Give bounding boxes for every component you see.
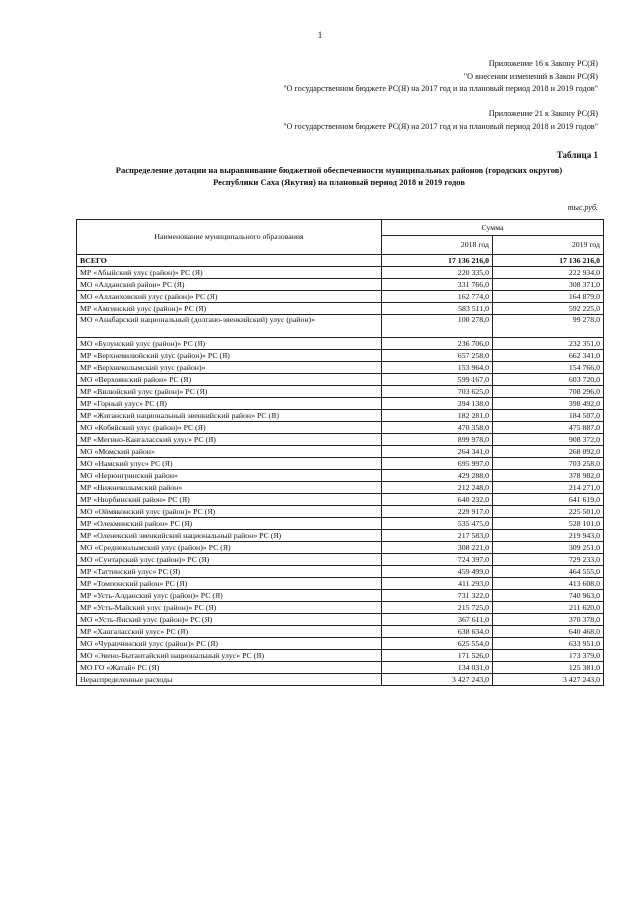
header-sum: Сумма bbox=[382, 220, 604, 236]
appendix-16-line3: "О государственном бюджете РС(Я) на 2017 год и на плановый период 2018 и 2019 годов" bbox=[283, 84, 598, 93]
municipality-name: МР «Горный улус» РС (Я) bbox=[77, 398, 382, 410]
amount-2019: 662 341,0 bbox=[492, 350, 603, 362]
appendix-21-line1: Приложение 21 к Закону РС(Я) bbox=[488, 109, 598, 118]
municipality-name: МР «Амгинский улус (район)» РС (Я) bbox=[77, 303, 382, 315]
table-row bbox=[77, 434, 604, 446]
amount-2019: 592 225,0 bbox=[492, 303, 603, 315]
amount-2019: 164 879,0 bbox=[492, 291, 603, 303]
amount-2019: 528 101,0 bbox=[492, 518, 603, 530]
header-year-2019: 2019 год bbox=[492, 236, 603, 255]
amount-2018: 583 511,0 bbox=[382, 303, 493, 315]
amount-2018: 153 964,0 bbox=[382, 362, 493, 374]
amount-2019: 703 258,0 bbox=[492, 458, 603, 470]
appendix-21-header bbox=[283, 108, 598, 133]
amount-2018: 411 293,0 bbox=[382, 578, 493, 590]
total-label: ВСЕГО bbox=[77, 255, 382, 267]
appendix-16-line1: Приложение 16 к Закону РС(Я) bbox=[488, 59, 598, 68]
table-label: Таблица 1 bbox=[556, 150, 598, 160]
total-row bbox=[77, 255, 604, 267]
amount-2019: 214 271,0 bbox=[492, 482, 603, 494]
municipality-name: МО «Нерюнгринский район» bbox=[77, 470, 382, 482]
municipality-name: МР «Оленекский эвенкийский национальный район» РС (Я) bbox=[77, 530, 382, 542]
appendix-16-header bbox=[283, 58, 598, 96]
table-row bbox=[77, 494, 604, 506]
document-title bbox=[70, 164, 608, 188]
municipality-name: МР «Нижнеколымский район» bbox=[77, 482, 382, 494]
amount-2019: 222 934,0 bbox=[492, 267, 603, 279]
table-row bbox=[77, 458, 604, 470]
amount-2019: 232 351,0 bbox=[492, 338, 603, 350]
amount-2019: 640 468,0 bbox=[492, 626, 603, 638]
amount-2018: 638 634,0 bbox=[382, 626, 493, 638]
amount-2018: 394 138,0 bbox=[382, 398, 493, 410]
amount-2019: 154 766,0 bbox=[492, 362, 603, 374]
amount-2019: 464 555,0 bbox=[492, 566, 603, 578]
table-row bbox=[77, 362, 604, 374]
municipality-name: МО «Верхоянский район» РС (Я) bbox=[77, 374, 382, 386]
municipality-name: МО «Момский район» bbox=[77, 446, 382, 458]
amount-2018: 657 258,0 bbox=[382, 350, 493, 362]
table-row bbox=[77, 267, 604, 279]
amount-2018: 182 281,0 bbox=[382, 410, 493, 422]
municipality-name: МО «Алданский район» РС (Я) bbox=[77, 279, 382, 291]
amount-2018: 229 917,0 bbox=[382, 506, 493, 518]
amount-2018: 695 997,0 bbox=[382, 458, 493, 470]
municipality-name: МР «Жиганский национальный эвенкийский район» РС (Я) bbox=[77, 410, 382, 422]
amount-2018: 220 335,0 bbox=[382, 267, 493, 279]
table-row bbox=[77, 650, 604, 662]
total-2018: 17 136 216,0 bbox=[382, 255, 493, 267]
table-row bbox=[77, 626, 604, 638]
table-row bbox=[77, 674, 604, 686]
header-year-2018: 2018 год bbox=[382, 236, 493, 255]
table-row bbox=[77, 506, 604, 518]
municipality-name: МО «Намский улус» РС (Я) bbox=[77, 458, 382, 470]
municipality-name: МО «Аллаиховский улус (район)» РС (Я) bbox=[77, 291, 382, 303]
municipality-name: МО «Анабарский национальный (долгано-эвенкийский) улус (район)» bbox=[77, 315, 382, 338]
amount-2018: 162 774,0 bbox=[382, 291, 493, 303]
amount-2019: 268 092,0 bbox=[492, 446, 603, 458]
subsidy-table bbox=[76, 219, 604, 686]
municipality-name: МР «Хангаласский улус» РС (Я) bbox=[77, 626, 382, 638]
amount-2018: 331 766,0 bbox=[382, 279, 493, 291]
amount-2018: 599 167,0 bbox=[382, 374, 493, 386]
municipality-name: МР «Нюрбинский район» РС (Я) bbox=[77, 494, 382, 506]
amount-2018: 134 031,0 bbox=[382, 662, 493, 674]
amount-2018: 625 554,0 bbox=[382, 638, 493, 650]
table-row bbox=[77, 590, 604, 602]
municipality-name: МР «Мегино-Кангаласский улус» РС (Я) bbox=[77, 434, 382, 446]
table-row bbox=[77, 315, 604, 338]
municipality-name: МР «Вилюйский улус (район)» РС (Я) bbox=[77, 386, 382, 398]
municipality-name: МО «Оймяконский улус (район)» РС (Я) bbox=[77, 506, 382, 518]
amount-2018: 171 526,0 bbox=[382, 650, 493, 662]
amount-2019: 398 492,0 bbox=[492, 398, 603, 410]
municipality-name: МО «Кобяйский улус (район)» РС (Я) bbox=[77, 422, 382, 434]
title-line2: Республики Саха (Якутия) на плановый период 2018 и 2019 годов bbox=[213, 177, 465, 187]
table-row bbox=[77, 638, 604, 650]
amount-2018: 308 221,0 bbox=[382, 542, 493, 554]
amount-2018: 429 288,0 bbox=[382, 470, 493, 482]
amount-2019: 641 619,0 bbox=[492, 494, 603, 506]
amount-2019: 370 378,0 bbox=[492, 614, 603, 626]
amount-2019: 740 963,0 bbox=[492, 590, 603, 602]
amount-2018: 3 427 243,0 bbox=[382, 674, 493, 686]
table-row bbox=[77, 554, 604, 566]
amount-2019: 184 507,0 bbox=[492, 410, 603, 422]
amount-2019: 211 620,0 bbox=[492, 602, 603, 614]
municipality-name: МР «Олекминский район» РС (Я) bbox=[77, 518, 382, 530]
table-row bbox=[77, 662, 604, 674]
amount-2019: 908 372,0 bbox=[492, 434, 603, 446]
table-row bbox=[77, 530, 604, 542]
table-row bbox=[77, 602, 604, 614]
amount-2019: 225 501,0 bbox=[492, 506, 603, 518]
amount-2019: 378 982,0 bbox=[492, 470, 603, 482]
amount-2019: 603 720,0 bbox=[492, 374, 603, 386]
municipality-name: МР «Усть-Алданский улус (район)» РС (Я) bbox=[77, 590, 382, 602]
amount-2018: 100 278,0 bbox=[382, 315, 493, 338]
total-2019: 17 136 216,0 bbox=[492, 255, 603, 267]
table-row bbox=[77, 578, 604, 590]
amount-2019: 173 379,0 bbox=[492, 650, 603, 662]
amount-2019: 309 251,0 bbox=[492, 542, 603, 554]
municipality-name: МО «Сунтарский улус (район)» РС (Я) bbox=[77, 554, 382, 566]
appendix-16-line2: "О внесении изменений в Закон РС(Я) bbox=[463, 71, 598, 81]
table-row bbox=[77, 542, 604, 554]
table-row bbox=[77, 422, 604, 434]
title-line1: Распределение дотации на выравнивание бюджетной обеспеченности муниципальных районов (городских округов) bbox=[115, 165, 563, 175]
municipality-name: МР «Томпонский район» РС (Я) bbox=[77, 578, 382, 590]
municipality-name: МР «Верхневилюйский улус (район)» РС (Я) bbox=[77, 350, 382, 362]
municipality-name: МО «Среднеколымский улус (район)» РС (Я) bbox=[77, 542, 382, 554]
table-row bbox=[77, 374, 604, 386]
amount-2018: 731 322,0 bbox=[382, 590, 493, 602]
table-row bbox=[77, 398, 604, 410]
table-row bbox=[77, 446, 604, 458]
municipality-name: МО «Эвено-Бытантайский национальный улус» РС (Я) bbox=[77, 650, 382, 662]
amount-2019: 219 943,0 bbox=[492, 530, 603, 542]
page-number: 1 bbox=[317, 30, 323, 40]
amount-2018: 264 341,0 bbox=[382, 446, 493, 458]
municipality-name: МО «Булунский улус (район)» РС (Я) bbox=[77, 338, 382, 350]
table-row bbox=[77, 410, 604, 422]
appendix-21-line2: "О государственном бюджете РС(Я) на 2017 год и на плановый период 2018 и 2019 годов" bbox=[283, 121, 598, 131]
table-row bbox=[77, 291, 604, 303]
amount-2018: 899 978,0 bbox=[382, 434, 493, 446]
amount-2019: 308 371,0 bbox=[492, 279, 603, 291]
municipality-name: МО «Чурапчинский улус (район)» РС (Я) bbox=[77, 638, 382, 650]
amount-2019: 708 296,0 bbox=[492, 386, 603, 398]
amount-2018: 640 232,0 bbox=[382, 494, 493, 506]
amount-2018: 217 583,0 bbox=[382, 530, 493, 542]
amount-2018: 212 248,0 bbox=[382, 482, 493, 494]
amount-2019: 413 608,0 bbox=[492, 578, 603, 590]
municipality-name: МР «Усть-Майский улус (район)» РС (Я) bbox=[77, 602, 382, 614]
amount-2019: 3 427 243,0 bbox=[492, 674, 603, 686]
municipality-name: Нераспределенные расходы bbox=[77, 674, 382, 686]
table-row bbox=[77, 614, 604, 626]
municipality-name: МО ГО «Жатай» РС (Я) bbox=[77, 662, 382, 674]
amount-2019: 125 381,0 bbox=[492, 662, 603, 674]
amount-2018: 703 625,0 bbox=[382, 386, 493, 398]
amount-2018: 724 397,0 bbox=[382, 554, 493, 566]
amount-2018: 470 358,0 bbox=[382, 422, 493, 434]
table-row bbox=[77, 566, 604, 578]
amount-2018: 236 706,0 bbox=[382, 338, 493, 350]
header-name: Наименование муниципального образования bbox=[77, 220, 382, 255]
amount-2019: 729 233,0 bbox=[492, 554, 603, 566]
municipality-name: МР «Таттинский улус» РС (Я) bbox=[77, 566, 382, 578]
table-row bbox=[77, 338, 604, 350]
amount-2018: 535 475,0 bbox=[382, 518, 493, 530]
table-row bbox=[77, 386, 604, 398]
table-row bbox=[77, 482, 604, 494]
table-row bbox=[77, 279, 604, 291]
table-row bbox=[77, 470, 604, 482]
municipality-name: МР «Абыйский улус (район)» РС (Я) bbox=[77, 267, 382, 279]
municipality-name: МО «Усть-Янский улус (район)» РС (Я) bbox=[77, 614, 382, 626]
table-row bbox=[77, 518, 604, 530]
amount-2019: 99 278,0 bbox=[492, 315, 603, 338]
units-label: тыс.руб. bbox=[567, 203, 598, 212]
amount-2018: 367 611,0 bbox=[382, 614, 493, 626]
amount-2019: 633 951,0 bbox=[492, 638, 603, 650]
amount-2018: 459 499,0 bbox=[382, 566, 493, 578]
table-row bbox=[77, 350, 604, 362]
amount-2019: 475 887,0 bbox=[492, 422, 603, 434]
table-row bbox=[77, 303, 604, 315]
municipality-name: МР «Верхнеколымский улус (район)» bbox=[77, 362, 382, 374]
amount-2018: 215 725,0 bbox=[382, 602, 493, 614]
